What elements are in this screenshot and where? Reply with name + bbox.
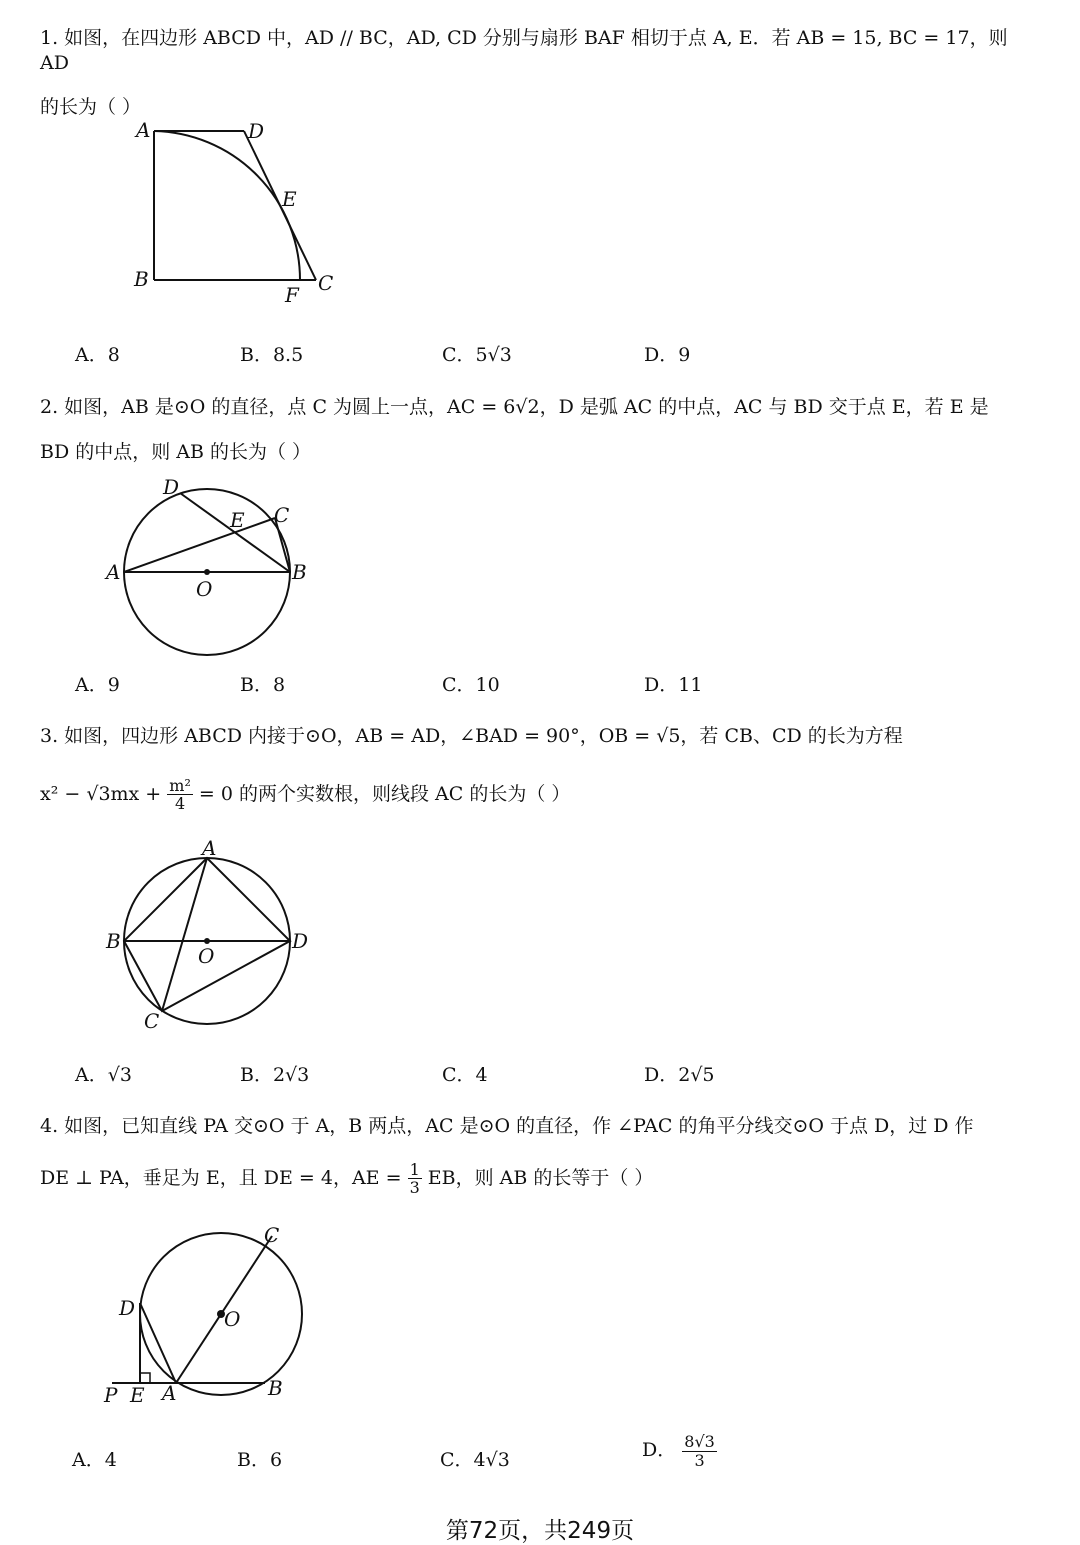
question-4-text: 4. 如图，已知直线 PA 交⊙O 于 A，B 两点，AC 是⊙O 的直径，作 ∠PAC 的角平分线交⊙O 于点 D，过 D 作 <box>40 1115 974 1137</box>
option-a[interactable]: A．√3 <box>75 1064 132 1086</box>
fraction-denominator: 3 <box>409 1178 420 1198</box>
label-E: E <box>130 1383 145 1407</box>
label-A: A <box>106 560 121 584</box>
option-d[interactable] <box>642 1433 717 1469</box>
label-F: F <box>285 283 299 307</box>
label-O: O <box>198 944 215 968</box>
question-3-options <box>0 1060 980 1100</box>
question-1 <box>40 26 1020 120</box>
fraction-numerator: m² <box>169 775 191 795</box>
label-D: D <box>163 475 180 499</box>
figure-1 <box>120 110 350 310</box>
label-B: B <box>268 1376 283 1400</box>
option-b[interactable]: B．8 <box>240 674 286 696</box>
question-4 <box>40 1114 1020 1197</box>
fraction-denominator: 4 <box>174 794 186 814</box>
question-2-text: 2. 如图，AB 是⊙O 的直径，点 C 为圆上一点，AC = 6√2，D 是弧 AC 的中点，AC 与 BD 交于点 E，若 E 是 <box>40 396 989 418</box>
figure-4 <box>100 1218 330 1408</box>
option-b[interactable]: B．2√3 <box>240 1064 310 1086</box>
option-b[interactable]: B．6 <box>237 1449 283 1471</box>
label-D: D <box>119 1296 136 1320</box>
label-C: C <box>264 1223 280 1247</box>
question-2-options <box>0 670 980 710</box>
fraction-numerator: 1 <box>409 1159 420 1179</box>
label-O: O <box>224 1307 241 1331</box>
equation-fraction <box>167 777 193 813</box>
option-d[interactable]: D．9 <box>644 344 691 366</box>
question-1-text-cont: 的长为（ ） <box>40 96 142 119</box>
option-d-numerator: 8√3 <box>684 1432 715 1451</box>
label-O: O <box>196 577 213 601</box>
option-d-denominator: 3 <box>694 1450 705 1470</box>
label-C: C <box>274 503 290 527</box>
question-4-text-cont <box>40 1161 1020 1197</box>
label-C: C <box>318 271 334 295</box>
option-a[interactable]: A．8 <box>75 344 120 366</box>
equation-suffix: = 0 的两个实数根，则线段 AC 的长为（ ） <box>198 782 571 805</box>
label-A: A <box>162 1381 177 1405</box>
label-C: C <box>144 1009 160 1033</box>
line2-suffix: EB，则 AB 的长等于（ ） <box>427 1166 654 1189</box>
label-A: A <box>202 836 217 860</box>
label-A: A <box>136 118 151 142</box>
label-D: D <box>292 929 309 953</box>
label-E: E <box>230 508 245 532</box>
option-b[interactable]: B．8.5 <box>240 344 304 366</box>
option-d[interactable]: D．11 <box>644 674 703 696</box>
question-3-text: 3. 如图，四边形 ABCD 内接于⊙O，AB = AD，∠BAD = 90°，OB = √5，若 CB、CD 的长为方程 <box>40 725 903 747</box>
label-E: E <box>282 187 297 211</box>
label-B: B <box>292 560 307 584</box>
option-d[interactable]: D．2√5 <box>644 1064 715 1086</box>
figure-2 <box>100 472 330 662</box>
label-B: B <box>134 267 149 291</box>
equation-prefix: x² − √3mx + <box>40 782 162 805</box>
question-1-text: 1. 如图，在四边形 ABCD 中，AD // BC，AD, CD 分别与扇形 BAF 相切于点 A, E．若 AB = 15, BC = 17，则 AD <box>40 27 1008 74</box>
option-d-fraction <box>682 1433 717 1469</box>
page-footer: 第72页，共249页 <box>445 1518 635 1544</box>
label-B: B <box>106 929 121 953</box>
question-2 <box>40 395 1020 464</box>
line2-prefix: DE ⊥ PA，垂足为 E，且 DE = 4，AE = <box>40 1166 402 1189</box>
figure-3 <box>100 835 330 1035</box>
question-3 <box>40 724 1020 813</box>
question-4-options <box>0 1432 980 1485</box>
option-a[interactable]: A．9 <box>75 674 120 696</box>
option-c[interactable]: C．4 <box>442 1064 488 1086</box>
question-3-equation <box>40 777 1020 813</box>
option-c[interactable]: C．10 <box>442 674 500 696</box>
option-c[interactable]: C．4√3 <box>440 1449 510 1471</box>
fraction <box>408 1161 422 1197</box>
label-D: D <box>248 119 265 143</box>
question-2-text-cont: BD 的中点，则 AB 的长为（ ） <box>40 440 312 463</box>
label-P: P <box>104 1383 118 1407</box>
option-a[interactable]: A．4 <box>72 1449 117 1471</box>
option-c[interactable]: C．5√3 <box>442 344 512 366</box>
question-1-options <box>0 340 980 380</box>
option-d-prefix: D． <box>642 1439 677 1462</box>
